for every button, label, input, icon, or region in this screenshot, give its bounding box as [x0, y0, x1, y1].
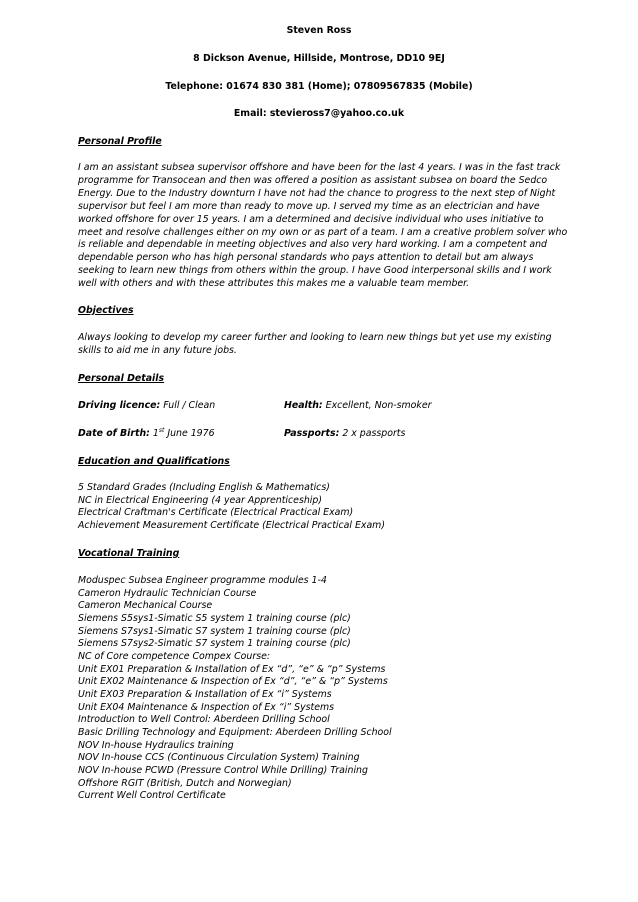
objectives-text: Always looking to develop my career further and looking to learn new things but yet use my existing skills to aid me in any future jobs. — [78, 332, 552, 356]
date-of-birth-label: Date of Birth: — [78, 428, 150, 439]
list-item: Unit EX01 Preparation & Installation of Ex “d”, “e” & “p” Systems — [78, 663, 386, 675]
list-item: Basic Drilling Technology and Equipment: Aberdeen Drilling School — [78, 726, 392, 738]
email-line: Email: stevieross7@yahoo.co.uk — [233, 108, 405, 119]
list-item: NC of Core competence Compex Course: — [78, 650, 271, 662]
list-item: Cameron Hydraulic Technician Course — [78, 587, 257, 599]
list-item: Current Well Control Certificate — [78, 790, 226, 802]
candidate-name: Steven Ross — [286, 25, 352, 36]
vocational-training-heading: Vocational Training — [78, 548, 180, 559]
list-item: NC in Electrical Engineering (4 year Apprenticeship) — [78, 494, 322, 506]
list-item: Achievement Measurement Certificate (Electrical Practical Exam) — [78, 519, 385, 531]
list-item: Electrical Craftman's Certificate (Electrical Practical Exam) — [78, 507, 354, 519]
health-value: Excellent, Non-smoker — [325, 400, 432, 411]
list-item: Introduction to Well Control: Aberdeen Drilling School — [78, 714, 330, 726]
address-line: 8 Dickson Avenue, Hillside, Montrose, DD10 9EJ — [193, 53, 445, 64]
date-of-birth-day: 1 — [152, 428, 159, 439]
list-item: Unit EX04 Maintenance & Inspection of Ex “i” Systems — [78, 701, 334, 713]
driving-licence-value: Full / Clean — [163, 400, 216, 411]
driving-licence-field — [78, 400, 215, 412]
personal-profile-text: I am an assistant subsea supervisor offshore and have been for the last 4 years. I was in the fast track programme for Transocean and then was offered a position as assistant subsea on board the Sedco Energy. Due to the Industry downturn I have not had the chance to progress to the next step of Night supervisor but feel I am more than ready to move up. I served my time as an electrician and have worked offshore for over 15 years. I am a determined and decisive individual who uses initiative to meet and resolve challenges either on my own or as part of a team. I am a creative problem solver who is reliable and dependable in meeting objectives and also very hard working. I am a competent and dependable person who has high personal standards who pays attention to detail but am always seeking to learn new things from others within the group. I have Good interpersonal skills and I work well with others and with these attributes this makes me a valuable team member. — [78, 162, 568, 290]
personal-details-heading: Personal Details — [78, 373, 165, 384]
health-label: Health: — [284, 400, 323, 411]
objectives-heading: Objectives — [78, 305, 134, 316]
list-item: NOV In-house CCS (Continuous Circulation System) Training — [78, 752, 360, 764]
list-item: NOV In-house PCWD (Pressure Control While Drilling) Training — [78, 764, 368, 776]
list-item: 5 Standard Grades (Including English & Mathematics) — [78, 482, 330, 493]
passports-label: Passports: — [284, 428, 340, 439]
list-item: Offshore RGIT (British, Dutch and Norwegian) — [78, 777, 292, 789]
personal-profile-heading: Personal Profile — [78, 136, 162, 147]
list-item: Unit EX03 Preparation & Installation of Ex “i” Systems — [78, 688, 332, 700]
passports-field — [284, 428, 405, 440]
vocational-training-list — [78, 575, 392, 803]
telephone-line: Telephone: 01674 830 381 (Home); 07809567835 (Mobile) — [165, 81, 473, 92]
list-item: Siemens S7sys1-Simatic S7 system 1 training course (plc) — [78, 625, 351, 637]
date-of-birth-rest: June 1976 — [167, 428, 215, 439]
date-of-birth-field — [78, 428, 215, 440]
list-item: Moduspec Subsea Engineer programme modules 1-4 — [78, 575, 327, 586]
list-item: Siemens S5sys1-Simatic S5 system 1 training course (plc) — [78, 612, 351, 624]
list-item: Unit EX02 Maintenance & Inspection of Ex “d”, “e” & “p” Systems — [78, 676, 388, 688]
list-item: Siemens S7sys2-Simatic S7 system 1 training course (plc) — [78, 638, 351, 650]
date-of-birth-suffix: st — [158, 426, 165, 434]
health-field — [284, 400, 431, 412]
driving-licence-label: Driving licence: — [78, 400, 161, 411]
passports-value: 2 x passports — [342, 428, 406, 439]
list-item: NOV In-house Hydraulics training — [78, 739, 234, 751]
education-heading: Education and Qualifications — [78, 456, 230, 467]
education-list — [78, 482, 385, 533]
list-item: Cameron Mechanical Course — [78, 600, 213, 612]
